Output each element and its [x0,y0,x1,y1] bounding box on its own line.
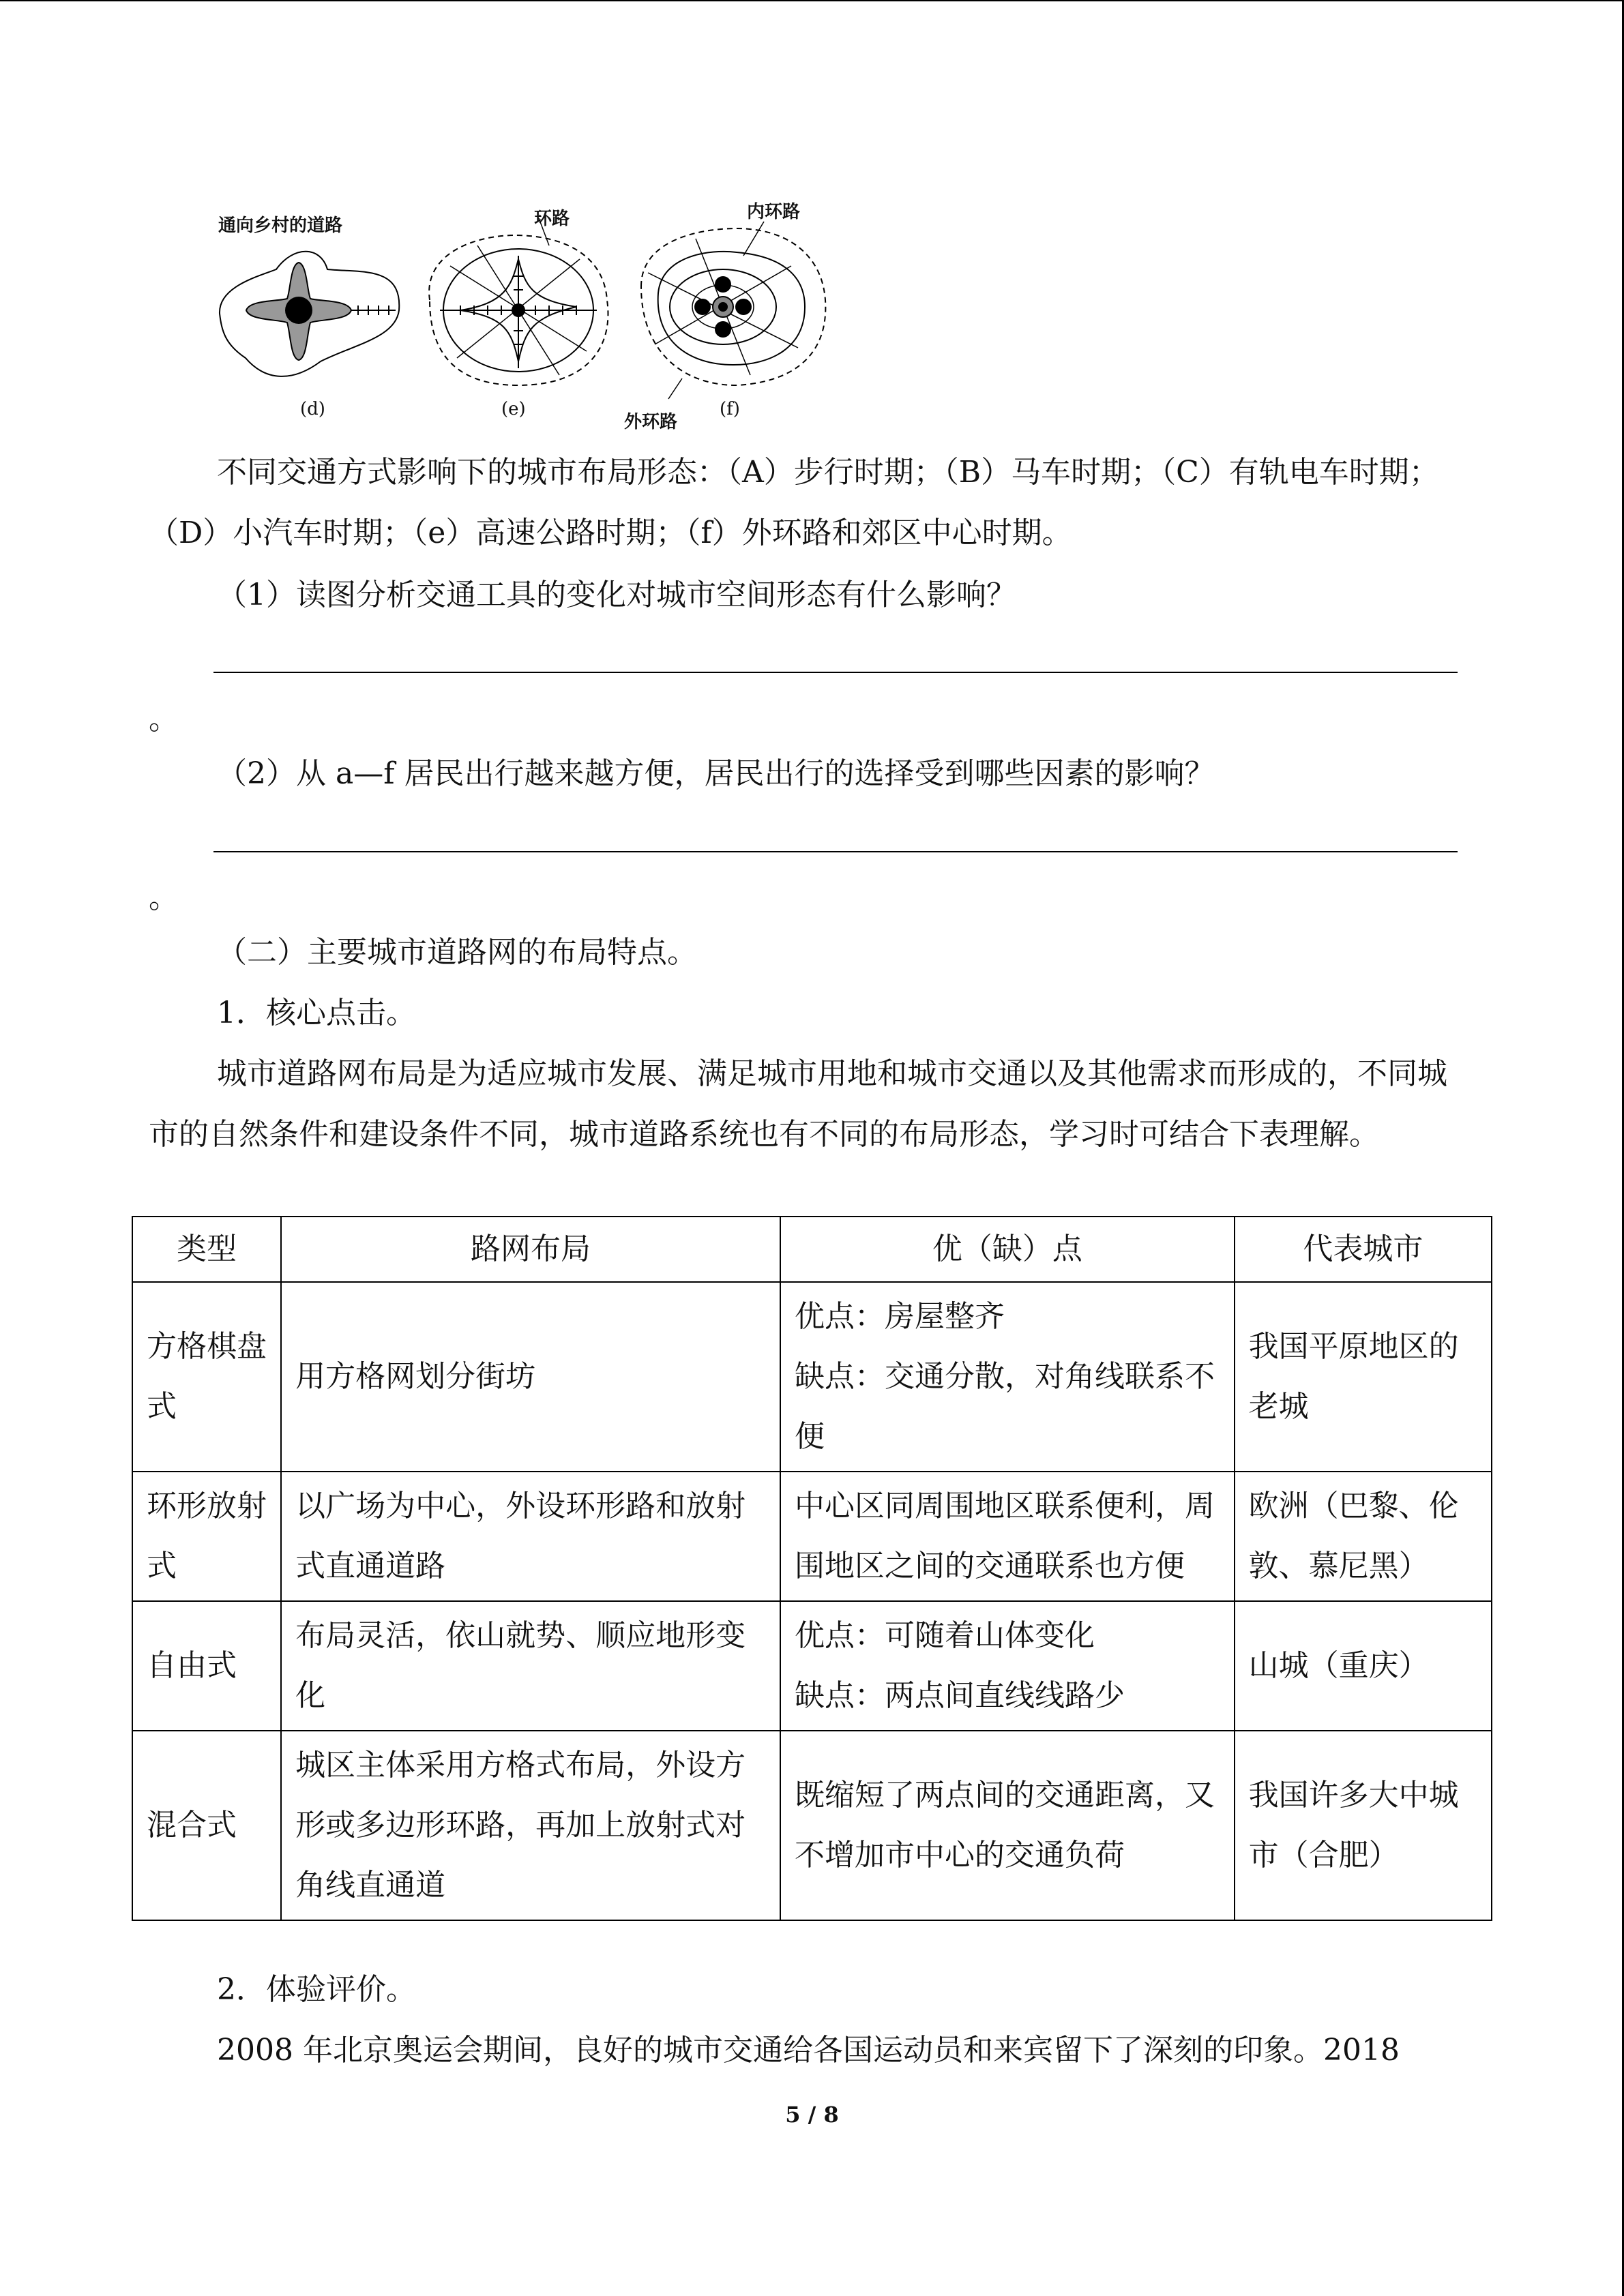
table-row [132,1472,1492,1601]
header-layout: 路网布局 [281,1217,780,1282]
answer-line-1[interactable] [213,672,1458,673]
figure-d-caption: (d) [300,399,325,419]
figure-description: 不同交通方式影响下的城市布局形态：（A）步行时期；（B）马车时期；（C）有轨电车时期；（D）小汽车时期；（e）高速公路时期；（f）外环路和郊区中心时期。 [149,455,1439,550]
page-border-top [0,0,1622,1]
cell-layout: 用方格网划分街坊 [281,1282,780,1472]
cell-layout: 城区主体采用方格式布局，外设方形或多边形环路，再加上放射式对角线直通道 [281,1731,780,1920]
answer-1-period: 。 [149,702,179,736]
figure-f-outer-label: 外环路 [624,412,678,432]
figure-d-label: 通向乡村的道路 [218,215,343,236]
header-type: 类型 [132,1217,281,1282]
body-paragraph-2: 2008 年北京奥运会期间，良好的城市交通给各国运动员和来宾留下了深刻的印象。2018 [217,2033,1400,2068]
figure-e-caption: (e) [501,399,526,419]
figure-e-label: 环路 [534,209,570,229]
header-city: 代表城市 [1235,1217,1492,1282]
figure-f-diagram [641,222,825,399]
point-1-heading: 1．核心点击。 [217,996,416,1030]
cell-type: 混合式 [132,1731,281,1920]
figure-e-diagram [429,218,608,385]
cell-city: 山城（重庆） [1235,1601,1492,1731]
answer-2-period: 。 [149,880,179,915]
table-header-row [132,1217,1492,1282]
question-2: （2）从 a—f 居民出行越来越方便，居民出行的选择受到哪些因素的影响？ [217,756,1215,791]
cell-city: 欧洲（巴黎、伦敦、慕尼黑） [1235,1472,1492,1601]
cell-city: 我国平原地区的老城 [1235,1282,1492,1472]
city-layout-diagram [205,191,846,436]
header-pros-cons: 优（缺）点 [780,1217,1235,1282]
table-row [132,1282,1492,1472]
body-paragraph: 城市道路网布局是为适应城市发展、满足城市用地和城市交通以及其他需求而形成的，不同城市的自然条件和建设条件不同，城市道路系统也有不同的布局形态，学习时可结合下表理解。 [149,1056,1447,1152]
section-heading: （二）主要城市道路网的布局特点。 [217,935,697,970]
cell-pros-cons: 中心区同周围地区联系便利，周围地区之间的交通联系也方便 [780,1472,1235,1601]
cell-layout: 以广场为中心，外设环形路和放射式直通道路 [281,1472,780,1601]
table-row [132,1731,1492,1920]
city-layout-figures [205,191,846,436]
figure-f-caption: (f) [720,399,740,419]
question-1: （1）读图分析交通工具的变化对城市空间形态有什么影响？ [217,578,1016,612]
page-number: 5 / 8 [785,2102,839,2128]
cell-type: 方格棋盘式 [132,1282,281,1472]
cell-type: 自由式 [132,1601,281,1731]
cell-city: 我国许多大中城市（合肥） [1235,1731,1492,1920]
cell-layout: 布局灵活，依山就势、顺应地形变化 [281,1601,780,1731]
cell-type: 环形放射式 [132,1472,281,1601]
figure-d-diagram [220,252,399,376]
cell-pros-cons: 既缩短了两点间的交通距离，又不增加市中心的交通负荷 [780,1731,1235,1920]
cell-pros-cons: 优点：房屋整齐 缺点：交通分散，对角线联系不便 [780,1282,1235,1472]
table-row [132,1601,1492,1731]
figure-f-inner-label: 内环路 [747,202,801,222]
point-2-heading: 2．体验评价。 [217,1972,416,2007]
answer-line-2[interactable] [213,851,1458,852]
road-network-table [132,1216,1492,1921]
cell-pros-cons: 优点：可随着山体变化 缺点：两点间直线线路少 [780,1601,1235,1731]
